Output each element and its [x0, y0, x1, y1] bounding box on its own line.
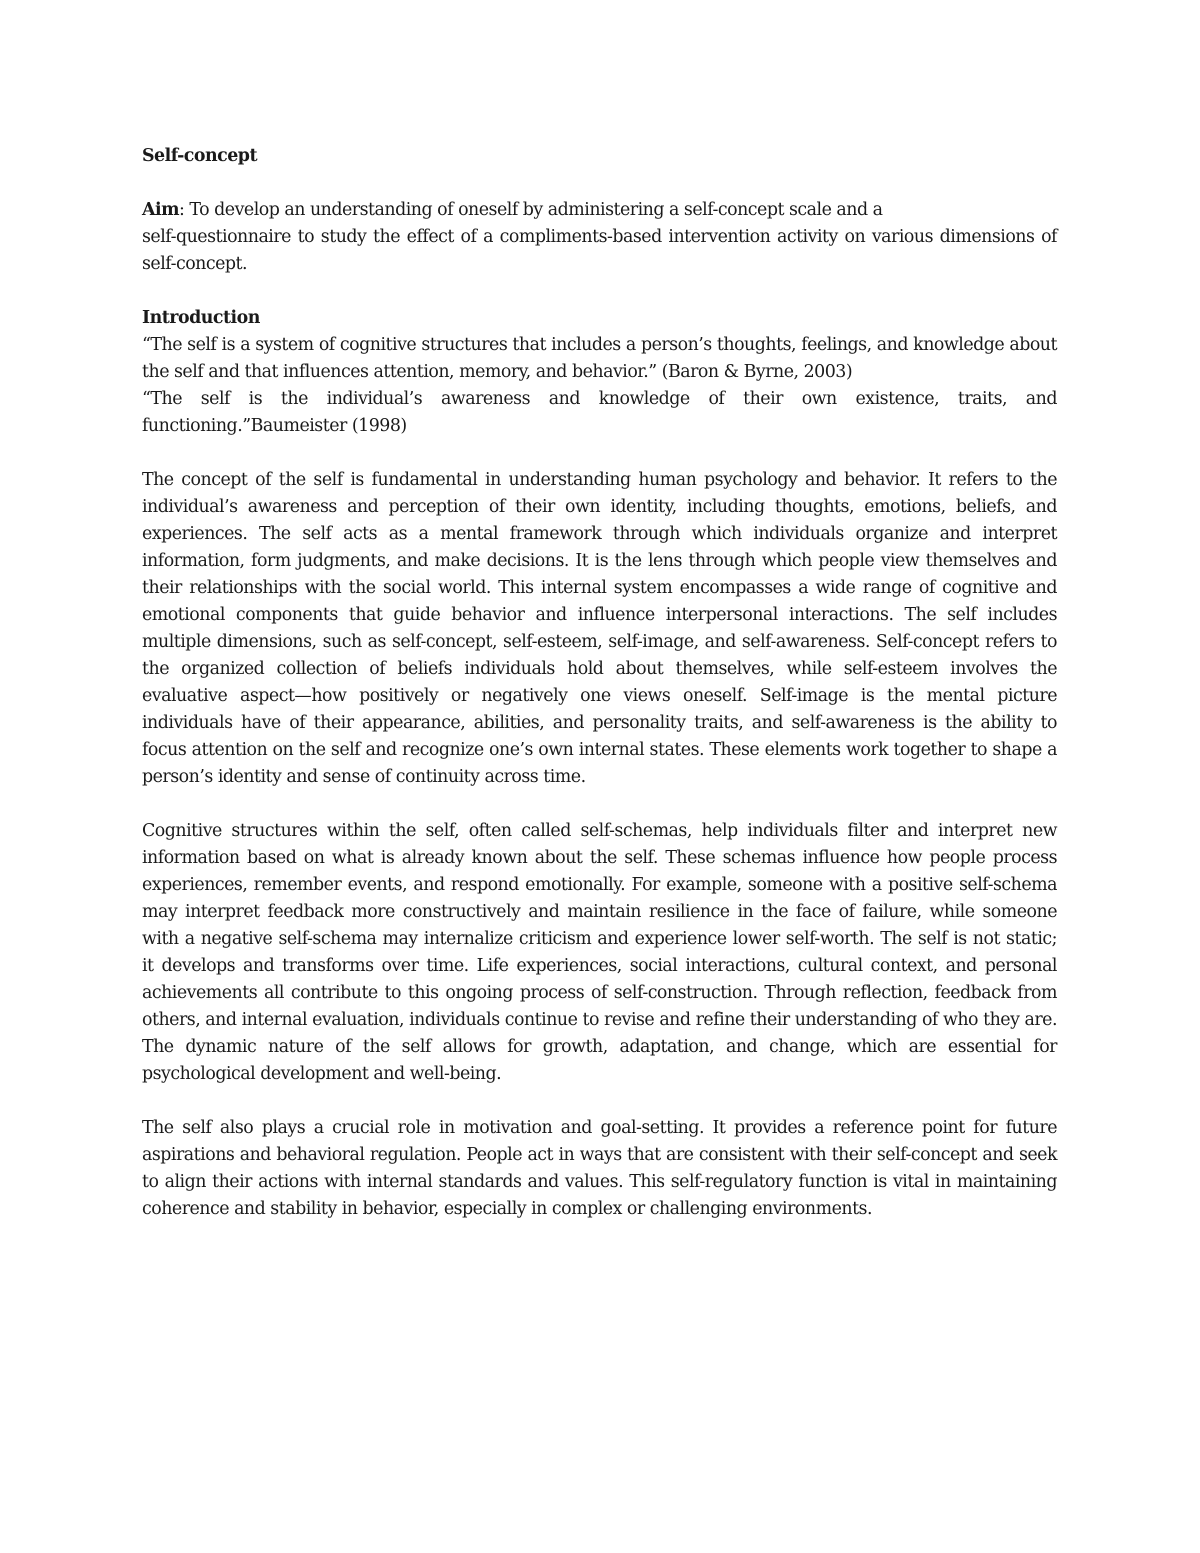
body-paragraph: Cognitive structures within the self, often called self-schemas, help individuals filter and interpret new information based on what is already known about the self. These schemas influence how people process experiences, remember events, and respond emotionally. For example, someone with a positive self-schema may interpret feedback more constructively and maintain resilience in the face of failure, while someone with a negative self-schema may internalize criticism and experience lower self-worth. The self is not static; it develops and transforms over time. Life experiences, social interactions, cultural context, and personal achievements all contribute to this ongoing process of self-construction. Through reflection, feedback from others, and internal evaluation, individuals continue to revise and refine their understanding of who they are. The dynamic nature of the self allows for growth, adaptation, and change, which are essential for psychological development and well-being.	[142, 821, 1057, 1084]
body-paragraph: The concept of the self is fundamental in understanding human psychology and behavior. It refers to the individual’s awareness and perception of their own identity, including thoughts, emotions, beliefs, and experiences. The self acts as a mental framework through which individuals organize and interpret information, form judgments, and make decisions. It is the lens through which people view themselves and their relationships with the social world. This internal system encompasses a wide range of cognitive and emotional components that guide behavior and influence interpersonal interactions. The self includes multiple dimensions, such as self-concept, self-esteem, self-image, and self-awareness. Self-concept refers to the organized collection of beliefs individuals hold about themselves, while self-esteem involves the evaluative aspect—how positively or negatively one views oneself. Self-image is the mental picture individuals have of their appearance, abilities, and personality traits, and self-awareness is the ability to focus attention on the self and recognize one’s own internal states. These elements work together to shape a person’s identity and sense of continuity across time.	[142, 470, 1057, 787]
document-page	[142, 143, 1057, 1223]
aim-rest-text: self-questionnaire to study the effect of a compliments-based intervention activity on various dimensions of self-concept.	[142, 227, 1057, 274]
body-paragraph: The self also plays a crucial role in motivation and goal-setting. It provides a reference point for future aspirations and behavioral regulation. People act in ways that are consistent with their self-concept and seek to align their actions with internal standards and values. This self-regulatory function is vital in maintaining coherence and stability in behavior, especially in complex or challenging environments.	[142, 1118, 1057, 1219]
quote-baumeister: “The self is the individual’s awareness and knowledge of their own existence, traits, and functioning.”Baumeister (1998)	[142, 389, 1057, 436]
quote-baron-byrne: “The self is a system of cognitive structures that includes a person’s thoughts, feelings, and knowledge about the self and that influences attention, memory, and behavior.” (Baron & Byrne, 2003)	[142, 335, 1057, 382]
aim-label: Aim	[142, 200, 180, 220]
introduction-heading: Introduction	[142, 308, 260, 328]
document-title: Self-concept	[142, 146, 257, 166]
aim-first-line	[142, 197, 1057, 224]
aim-first-text: : To develop an understanding of oneself by administering a self-concept scale and a	[179, 200, 883, 220]
aim-section	[142, 197, 1057, 278]
